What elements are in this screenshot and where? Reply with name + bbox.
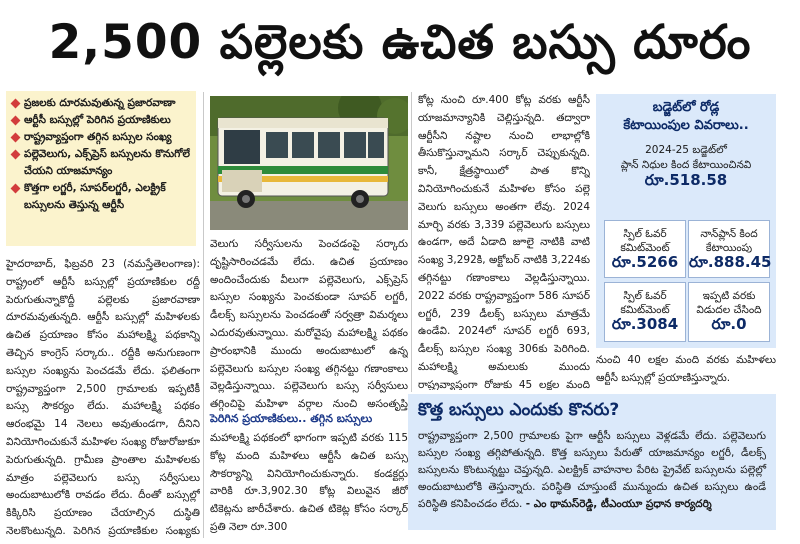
budget-title-line-2: కేటాయింపుల వివరాలు.. [623, 118, 749, 133]
budget-plan-amount: రూ.518.58 [644, 171, 728, 189]
key-points-box [6, 91, 196, 246]
budget-title-line-1: బడ్జెట్‌లో రోడ్ల [652, 100, 720, 115]
key-point: ఆర్టీసీ బస్సుల్లో పెరిగిన ప్రయాణికులు [12, 112, 190, 129]
headline: 2,500 పల్లెలకు ఉచిత బస్సు దూరం [48, 15, 752, 70]
key-point: పల్లెవెలుగు, ఎక్స్‌ప్రెస్ బస్సులను కొనుగోలే చేయని యాజమాన్యం [12, 146, 190, 180]
column-divider [411, 92, 412, 392]
budget-cell [604, 282, 686, 342]
why-box-body [408, 424, 776, 517]
budget-cell [604, 220, 686, 278]
budget-cell-label: స్పిల్ ఓవర్ కమిట్‌మెంట్ [620, 228, 670, 254]
budget-plan-line [596, 143, 776, 188]
article-column-1 [6, 256, 200, 538]
why-box-title: కొత్త బస్సులు ఎందుకు కొనరు? [418, 400, 620, 420]
column-3-text: కోట్ల నుంచి రూ.400 కోట్ల వరకు ఆర్టీసీ యాజమాన్యానికి చెల్లిస్తున్నది. తద్వారా ఆర్టీసీని నష్టాల నుంచి లాభాల్లోకి తీసుకొస్తున్నామని సర్కార్ చెప్పుకున్నది. కానీ, క్షేత్రస్థాయిలో పాత కొన్ని వినియోగించుకునే మహిళల కోసం పల్లె వెలుగు బస్సులు అంతగా లేవు. 2024 మార్చి వరకు 3,339 పల్లెవెలుగు బస్సులు ఉండగా, అదే ఏడాది జూలై నాటికి వాటి సంఖ్య 3,292కి, అక్టోబర్ నాటికి 3,224కు తగ్గినట్టు గణాంకాలు వెల్లడిస్తున్నాయి. 2022 వరకు రాష్ట్రవ్యాప్తంగా 586 సూపర్ లగ్జరీ, 239 డీలక్స్ బస్సులు మాత్రమే ఉండేవి. 2024లో సూపర్ లగ్జరీ 693, డీలక్స్ బస్సుల సంఖ్య 306కు పెరిగింది. మహాలక్ష్మి అమలుకు ముందు రాష్ట్రవ్యాప్తంగా రోజుకు 45 లక్షల మంది [418, 94, 590, 390]
budget-cell-value: రూ.5266 [611, 253, 679, 271]
budget-cell-value: రూ.0 [711, 315, 747, 333]
article-column-3 [418, 92, 590, 390]
budget-year: 2024-25 బడ్జెట్‌లో [645, 144, 727, 156]
key-point: కొత్తగా లగ్జరీ, సూపర్‌లగ్జరీ, ఎలక్ట్రిక్ బస్సులను తెస్తున్న ఆర్టీసీ [12, 180, 190, 214]
column-2-text-continued: మహాలక్ష్మి పథకంలో భాగంగా ఇప్పటి వరకు 115 కోట్ల మంది మహిళలు ఆర్టీసీ ఉచిత బస్సు సౌకర్యాన్ని వినియోగించుకున్నారు. కండక్టర్లు వారికి రూ.3,902.30 కోట్ల విలువైన జీరో టికెట్లను జారీచేశారు. ఉచిత టికెట్ల కోసం సర్కార్ ప్రతి నెలా రూ.300 [210, 432, 408, 533]
budget-cell [688, 220, 770, 278]
budget-cell-value: రూ.888.45 [689, 253, 772, 271]
section-subhead: పెరిగిన ప్రయాణికులు.. తగ్గిన బస్సులు [210, 412, 373, 425]
column-divider [203, 92, 204, 538]
budget-cell-label: ఇప్పటి వరకు విడుదల చేసింది [696, 290, 762, 316]
budget-box-title [596, 99, 776, 135]
article-column-2 [210, 236, 408, 412]
budget-plan-label: ప్లాన్ నిధుల కింద కేటాయించినవి [620, 159, 752, 171]
key-points-list [12, 95, 190, 214]
article-column-4-tail [596, 352, 776, 390]
budget-cell [688, 282, 770, 342]
article-column-2-continued [210, 430, 408, 538]
key-point: రాష్ట్రవ్యాప్తంగా తగ్గిన బస్సుల సంఖ్య [12, 129, 190, 146]
column-4-text: నుంచి 40 లక్షల మంది వరకు మహిళలు ఆర్టీసీ బస్సుల్లో ప్రయాణిస్తున్నారు. [596, 354, 776, 384]
budget-cell-label: స్పిల్ ఓవర్ కమిట్‌మెంట్ [620, 290, 670, 316]
budget-box [596, 94, 776, 348]
why-box [408, 394, 776, 530]
column-2-text: వెలుగు సర్వీసులను పెంచడంపై సర్కారు దృష్టిసారించడమే లేదు. ఉచిత ప్రయాణం అందించేందుకు వీలుగా పల్లెవెలుగు, ఎక్స్‌ప్రెస్ బస్సుల సంఖ్యను పెంచకుండా సూపర్ లగ్జరీ, డీలక్స్ బస్సులను పెంచడంతో సర్వత్రా విమర్శలు ఎదురవుతున్నాయి. మరోవైపు మహాలక్ష్మి పథకం ప్రారంభానికి ముందు అందుబాటులో ఉన్న పల్లెవెలుగు బస్సుల సంఖ్య తగ్గినట్టు గణాంకాలు వెల్లడిస్తున్నాయి. పల్లెవెలుగు బస్సు సర్వీసులు తగ్గించిపై మహిళా వర్గాల నుంచి అసంతృప్తి [210, 238, 408, 411]
column-1-text: హైదరాబాద్, ఫిబ్రవరి 23 (నమస్తేతెలంగాణ): రాష్ట్రంలో ఆర్టీసీ బస్సుల్లో ప్రయాణికుల రద్దీ పెరుగుతున్నాకొద్దీ పల్లెలకు ప్రజారవాణా దూరమవుతున్నది. ఆర్టీసీ బస్సుల్లో మహిళలకు ఉచిత ప్రయాణం కోసం మహాలక్ష్మి పథకాన్ని తెచ్చిన కాంగ్రెస్ సర్కారు.. రద్దీకి అనుగుణంగా బస్సుల సంఖ్యను పెంచడమే లేదు. ఫలితంగా రాష్ట్రవ్యాప్తంగా 2,500 గ్రామాలకు ఇప్పటికీ బస్సు సౌకర్యం లేదు. మహాలక్ష్మి పథకం ఆరంభమై 14 నెలలు అవుతుండగా, దీనిని వినియోగించుకునే మహిళల సంఖ్య రోజురోజుకూ పెరుగుతున్నది. గ్రామీణ ప్రాంతాల మహిళలకు మాత్రం పల్లెవెలుగు బస్సు సర్వీసులు అందుబాటులోకి రావడం లేదు. దీంతో బస్సుల్లో కిక్కిరిసి ప్రయాణం చేయాల్సిన దుస్థితి నెలకొంటున్నది. పెరిగిన ప్రయాణికుల సంఖ్యకు [6, 258, 200, 537]
bus-photo [210, 96, 408, 230]
why-box-text: రాష్ట్రవ్యాప్తంగా 2,500 గ్రామాలకు పైగా ఆర్టీసీ బస్సులు వెళ్లడమే లేదు. పల్లెవెలుగు బస్సుల సంఖ్య తగ్గిపోతున్నది. కొత్త బస్సులు పేరుతో యాజమాన్యం లగ్జరీ, డీలక్స్ బస్సులను కొంటున్నట్టు చెప్తున్నది. ఎలక్ట్రిక్ వాహనాల పేరిట ప్రైవేట్ బస్సులను పల్లెల్లో అందుబాటులోకి తెస్తున్నారు. పరిస్థితి చూస్తుంటే మున్ముందు ఉచిత బస్సులు ఉండే పరిస్థితి కనిపించడం లేదు. [418, 430, 766, 510]
budget-cell-label: నాన్‌ప్లాన్ కింద కేటాయింపు [700, 228, 758, 254]
budget-cell-value: రూ.3084 [611, 315, 679, 333]
why-box-attribution: - ఎం థామస్‌రెడ్డి, టీఎంయూ ప్రధాన కార్యదర్శి [525, 498, 712, 510]
key-point: ప్రజలకు దూరమవుతున్న ప్రజారవాణా [12, 95, 190, 112]
